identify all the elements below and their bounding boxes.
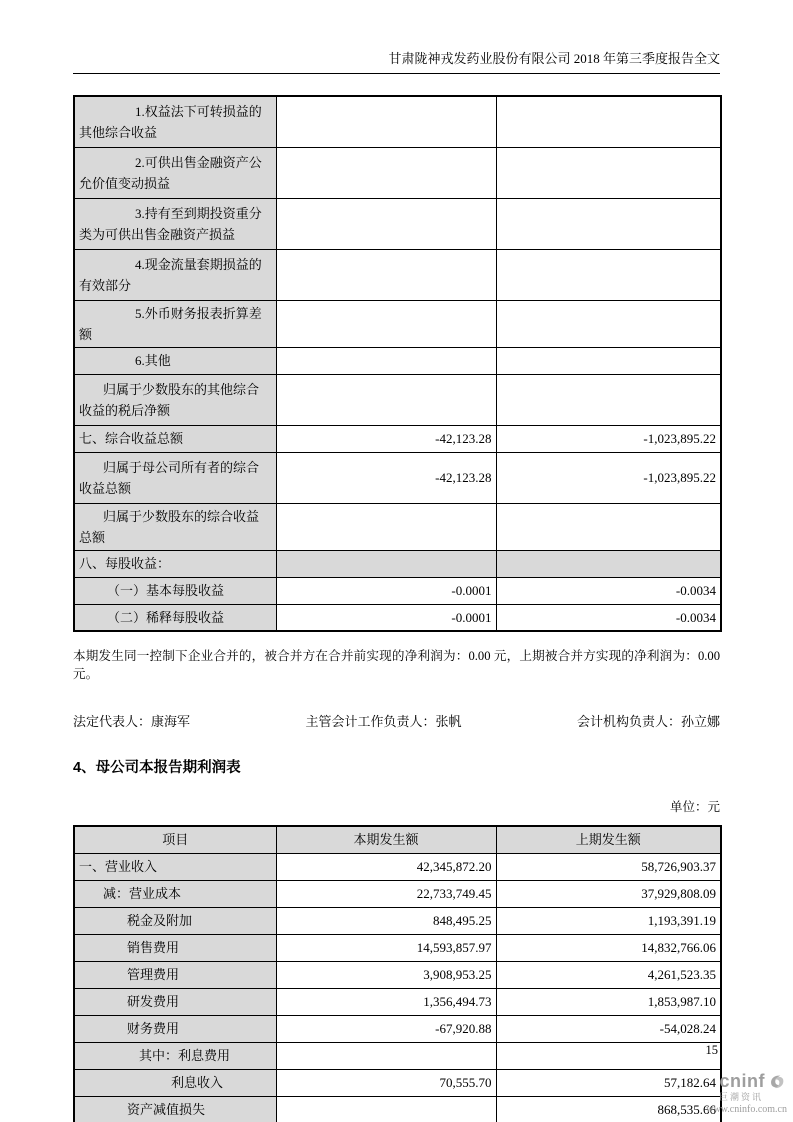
current-period-value: 70,555.70 xyxy=(276,1069,496,1096)
table-row xyxy=(74,374,721,425)
current-period-value xyxy=(276,550,496,577)
row-label: 税金及附加 xyxy=(74,907,276,934)
table-row xyxy=(74,1042,721,1069)
current-period-value: -42,123.28 xyxy=(276,452,496,503)
table-row xyxy=(74,961,721,988)
prior-period-value xyxy=(496,550,721,577)
prior-period-value: 37,929,808.09 xyxy=(496,880,721,907)
table-row xyxy=(74,988,721,1015)
accounting-supervisor: 主管会计工作负责人：张帆 xyxy=(305,714,462,729)
current-period-value: -0.0001 xyxy=(276,577,496,604)
table-row xyxy=(74,550,721,577)
legal-representative: 法定代表人：康海军 xyxy=(73,714,191,729)
page-number: 15 xyxy=(705,1043,718,1057)
row-label: 八、每股收益： xyxy=(74,550,276,577)
prior-period-value xyxy=(496,96,721,147)
prior-period-value: -0.0034 xyxy=(496,604,721,631)
table-row xyxy=(74,198,721,249)
table-row xyxy=(74,853,721,880)
prior-period-value xyxy=(496,198,721,249)
prior-period-value xyxy=(496,347,721,374)
unit-label: 单位：元 xyxy=(669,800,720,814)
logo-url: www.cninfo.com.cn xyxy=(706,1103,787,1115)
row-label: 6.其他 xyxy=(74,347,276,374)
table-row xyxy=(74,300,721,347)
prior-period-value: 57,182.64 xyxy=(496,1069,721,1096)
table-row xyxy=(74,503,721,550)
prior-period-value: 4,261,523.35 xyxy=(496,961,721,988)
current-period-value: 14,593,857.97 xyxy=(276,934,496,961)
table-row xyxy=(74,1069,721,1096)
row-label: 减：营业成本 xyxy=(74,880,276,907)
table-row xyxy=(74,147,721,198)
row-label: （二）稀释每股收益 xyxy=(74,604,276,631)
column-header-current: 本期发生额 xyxy=(276,826,496,853)
current-period-value xyxy=(276,347,496,374)
row-label: 2.可供出售金融资产公允价值变动损益 xyxy=(74,147,276,198)
row-label: 3.持有至到期投资重分类为可供出售金融资产损益 xyxy=(74,198,276,249)
section-heading: 4、母公司本报告期利润表 xyxy=(73,760,241,776)
current-period-value: -42,123.28 xyxy=(276,425,496,452)
parent-company-income-statement xyxy=(73,825,722,1122)
current-period-value: 42,345,872.20 xyxy=(276,853,496,880)
row-label: 其中：利息费用 xyxy=(74,1042,276,1069)
table-row xyxy=(74,249,721,300)
row-label: 销售费用 xyxy=(74,934,276,961)
table-row xyxy=(74,907,721,934)
prior-period-value: -54,028.24 xyxy=(496,1015,721,1042)
row-label: 财务费用 xyxy=(74,1015,276,1042)
prior-period-value xyxy=(496,300,721,347)
current-period-value xyxy=(276,96,496,147)
prior-period-value xyxy=(496,374,721,425)
column-header-item: 项目 xyxy=(74,826,276,853)
document-header xyxy=(73,0,720,74)
merger-note: 本期发生同一控制下企业合并的，被合并方在合并前实现的净利润为：0.00 元，上期被合并方实现的净利润为：0.00 元。 xyxy=(73,649,720,681)
document-title: 甘肃陇神戎发药业股份有限公司 2018 年第三季度报告全文 xyxy=(388,51,720,66)
prior-period-value: 1,193,391.19 xyxy=(496,907,721,934)
swirl-icon xyxy=(767,1072,787,1092)
prior-period-value xyxy=(496,503,721,550)
prior-period-value: 14,832,766.06 xyxy=(496,934,721,961)
table-row xyxy=(74,1096,721,1122)
prior-period-value: 58,726,903.37 xyxy=(496,853,721,880)
current-period-value xyxy=(276,1096,496,1122)
prior-period-value: -1,023,895.22 xyxy=(496,452,721,503)
row-label: 归属于少数股东的综合收益总额 xyxy=(74,503,276,550)
comprehensive-income-table xyxy=(73,95,722,632)
row-label: 管理费用 xyxy=(74,961,276,988)
table-row xyxy=(74,577,721,604)
current-period-value: 848,495.25 xyxy=(276,907,496,934)
table-row xyxy=(74,425,721,452)
prior-period-value xyxy=(496,249,721,300)
table-row xyxy=(74,1015,721,1042)
table-row xyxy=(74,347,721,374)
table-row xyxy=(74,934,721,961)
column-header-prior: 上期发生额 xyxy=(496,826,721,853)
prior-period-value: -0.0034 xyxy=(496,577,721,604)
table-header-row xyxy=(74,826,721,853)
row-label: 资产减值损失 xyxy=(74,1096,276,1122)
logo-chinese-name: 巨潮资讯 xyxy=(718,1092,763,1102)
row-label: （一）基本每股收益 xyxy=(74,577,276,604)
prior-period-value: -1,023,895.22 xyxy=(496,425,721,452)
cninfo-logo xyxy=(669,1072,787,1115)
table-row xyxy=(74,96,721,147)
row-label: 归属于少数股东的其他综合收益的税后净额 xyxy=(74,374,276,425)
accounting-head: 会计机构负责人：孙立娜 xyxy=(576,714,720,729)
row-label: 4.现金流量套期损益的有效部分 xyxy=(74,249,276,300)
current-period-value xyxy=(276,1042,496,1069)
table-row xyxy=(74,880,721,907)
table-row xyxy=(74,604,721,631)
row-label: 归属于母公司所有者的综合收益总额 xyxy=(74,452,276,503)
current-period-value xyxy=(276,503,496,550)
current-period-value xyxy=(276,249,496,300)
logo-brand-text: cninf xyxy=(719,1071,765,1092)
current-period-value xyxy=(276,300,496,347)
current-period-value: -0.0001 xyxy=(276,604,496,631)
row-label: 利息收入 xyxy=(74,1069,276,1096)
row-label: 七、综合收益总额 xyxy=(74,425,276,452)
row-label: 一、营业收入 xyxy=(74,853,276,880)
current-period-value xyxy=(276,198,496,249)
current-period-value: -67,920.88 xyxy=(276,1015,496,1042)
prior-period-value xyxy=(496,147,721,198)
prior-period-value: 868,535.66 xyxy=(496,1096,721,1122)
current-period-value: 3,908,953.25 xyxy=(276,961,496,988)
current-period-value: 1,356,494.73 xyxy=(276,988,496,1015)
current-period-value xyxy=(276,374,496,425)
row-label: 研发费用 xyxy=(74,988,276,1015)
current-period-value xyxy=(276,147,496,198)
row-label: 1.权益法下可转损益的其他综合收益 xyxy=(74,96,276,147)
row-label: 5.外币财务报表折算差额 xyxy=(74,300,276,347)
current-period-value: 22,733,749.45 xyxy=(276,880,496,907)
signatures-row xyxy=(73,711,720,730)
table-row xyxy=(74,452,721,503)
prior-period-value xyxy=(496,1042,721,1069)
prior-period-value: 1,853,987.10 xyxy=(496,988,721,1015)
